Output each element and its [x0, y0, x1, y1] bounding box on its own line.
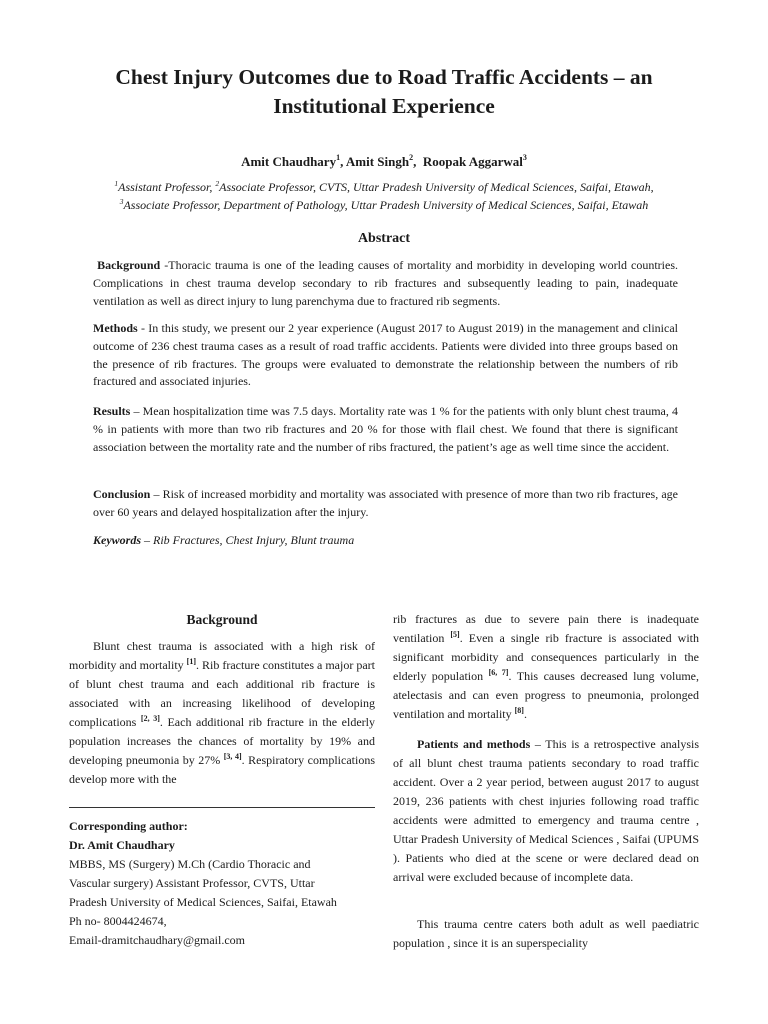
citation-ref: [1] — [186, 657, 196, 666]
abstract-text: – Risk of increased morbidity and mortality was associated with presence of more than two rib fractures, age over 60 years and delayed hospitalization after the injury. — [93, 487, 678, 519]
affil-sup: 2 — [215, 179, 220, 188]
body-text: This trauma centre caters both adult as well paediatric population , since it is an superspeciality — [393, 917, 699, 950]
author-sup: 2 — [409, 153, 414, 162]
body-text: . Each additional rib fracture in the elderly population increases the chances of mortality by 19% and developing pneumonia by 27% — [69, 715, 375, 767]
affiliation-line-2 — [60, 196, 708, 214]
section-label: Background — [97, 258, 161, 272]
affil-text: Associate Professor, CVTS, Uttar Pradesh University of Medical Sciences, Saifai, Etawah, — [219, 180, 654, 194]
corresponding-label: Corresponding author: — [69, 819, 188, 833]
body-text: . Even a single rib fracture is associated with significant morbidity and consequences particularly in the elderly population — [393, 631, 699, 683]
abstract-results — [93, 403, 678, 456]
abstract-text: -Thoracic trauma is one of the leading causes of mortality and morbidity in developing world countries. Complications in chest trauma develop secondary to rib fractures and subsequently leading to pain, inadequate ventilation as well as direct injury to lung parenchyma due to fractured rib segments. — [93, 258, 679, 308]
author-name: Amit Singh — [345, 154, 410, 169]
author-sup: 3 — [522, 153, 527, 162]
section-label: Results — [93, 404, 131, 418]
corresponding-credentials: Vascular surgery) Assistant Professor, CVTS, Uttar — [69, 876, 315, 890]
background-heading: Background — [186, 612, 258, 627]
corresponding-author-block — [69, 817, 379, 950]
author-sup: 1 — [336, 153, 341, 162]
corresponding-phone: Ph no- 8004424674, — [69, 914, 167, 928]
abstract-text: – Mean hospitalization time was 7.5 days. Mortality rate was 1 % for the patients with only blunt chest trauma, 4 % in patients with more than two rib fractures and 20 % for those with flail chest. We found that there is significant association between the mortality rate and the number of ribs fractured, the patient’s age as well time since the accident. — [93, 404, 678, 454]
body-text: . — [523, 707, 527, 721]
paper-title: Chest Injury Outcomes due to Road Traffic Accidents – an Institutional Experience — [115, 65, 653, 118]
corresponding-email: Email-dramitchaudhary@gmail.com — [69, 933, 245, 947]
right-column-paragraph-1 — [393, 610, 699, 724]
corresponding-credentials: Pradesh University of Medical Sciences, Saifai, Etawah — [69, 895, 337, 909]
affil-sup: 3 — [119, 197, 124, 206]
corresponding-name: Dr. Amit Chaudhary — [69, 838, 175, 852]
body-text: – This is a retrospective analysis of all blunt chest trauma patients secondary to road traffic accident. Over a 2 year period, between august 2017 to august 2019, 236 patients with chest injuries following road traffic accidents were admitted to emergency and trauma centre , Uttar Pradesh University of Medical Sciences , Saifai (UPUMS ). Patients who died at the scene or were declared dead on arrival were excluded because of incomplete data. — [393, 737, 700, 884]
affil-text: Assistant Professor, — [118, 180, 216, 194]
affiliations — [60, 178, 708, 214]
author-name: Roopak Aggarwal — [422, 154, 523, 169]
body-text: rib fractures as due to severe pain there is inadequate ventilation — [393, 612, 699, 645]
section-label: Conclusion — [93, 487, 151, 501]
footnote-divider — [69, 807, 375, 808]
keywords-text: – Rib Fractures, Chest Injury, Blunt trauma — [141, 533, 355, 547]
body-text: . Respiratory complications develop more with the — [69, 753, 375, 786]
abstract-background — [93, 257, 678, 310]
citation-ref: [6, 7] — [488, 668, 509, 677]
abstract-heading: Abstract — [357, 231, 411, 246]
affil-sup: 1 — [114, 179, 119, 188]
keywords — [93, 532, 678, 550]
section-label: Patients and methods — [417, 737, 531, 751]
affiliation-line-1 — [60, 178, 708, 196]
author-name: Amit Chaudhary — [241, 154, 337, 169]
citation-ref: [8] — [514, 706, 524, 715]
body-text: . Rib fracture constitutes a major part of blunt chest trauma and each additional rib fracture is associated with an increasing likelihood of developing complications — [69, 658, 375, 729]
right-column-paragraph-3 — [393, 915, 699, 953]
author-list: Amit Chaudhary$^1$, Amit Singh$^2$, Roopak Aggarwal$^3$ — [241, 153, 527, 169]
section-label: Methods — [93, 321, 138, 335]
abstract-methods — [93, 320, 678, 391]
citation-ref: [5] — [450, 630, 460, 639]
corresponding-credentials: MBBS, MS (Surgery) M.Ch (Cardio Thoracic and — [69, 857, 311, 871]
affil-text: Associate Professor, Department of Pathology, Uttar Pradesh University of Medical Sciences, Saifai, Etawah — [123, 198, 649, 212]
background-paragraph — [69, 637, 375, 789]
citation-ref: [3, 4] — [223, 752, 242, 761]
citation-ref: [2, 3] — [140, 714, 160, 723]
abstract-text: - In this study, we present our 2 year experience (August 2017 to August 2019) in the management and clinical outcome of 236 chest trauma cases as a result of road traffic accidents. Patients were divided into three groups based on the presence of rib fractures. The groups were evaluated to demonstrate the relationship between the numbers of rib fractured and associated injuries. — [93, 321, 678, 389]
abstract-conclusion — [93, 486, 678, 522]
keywords-label: Keywords — [93, 533, 141, 547]
body-text: . This causes decreased lung volume, atelectasis and can even progress to pneumonia, prolonged ventilation and mortality — [393, 669, 699, 721]
right-column-paragraph-2 — [393, 735, 699, 887]
body-text: Blunt chest trauma is associated with a high risk of morbidity and mortality — [69, 639, 375, 672]
